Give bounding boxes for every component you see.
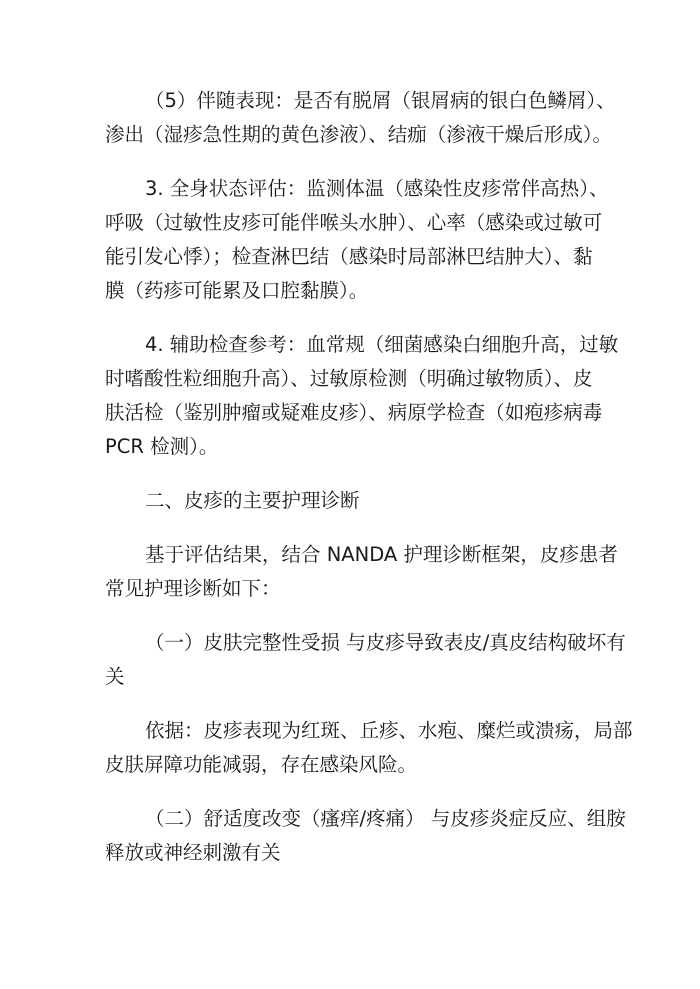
paragraph-line: 释放或神经刺激有关 <box>105 841 281 864</box>
paragraph-line: 渗出（湿疹急性期的黄色渗液）、结痂（渗液干燥后形成）。 <box>105 123 613 146</box>
diagnosis-item-comfort <box>105 802 626 870</box>
paragraph-line: 4. 辅助检查参考：血常规（细菌感染白细胞升高，过敏 <box>145 333 619 356</box>
diagnosis-item-skin-integrity <box>105 626 626 694</box>
paragraph-systemic-assessment <box>105 172 608 308</box>
paragraph-line: 关 <box>105 665 125 688</box>
paragraph-auxiliary-exams <box>105 328 619 464</box>
section-heading: 二、皮疹的主要护理诊断 <box>145 489 360 512</box>
paragraph-accompanying-signs <box>105 84 616 152</box>
paragraph-line: PCR 检测）。 <box>105 435 219 458</box>
paragraph-nanda-intro <box>105 538 618 606</box>
paragraph-line: 肤活检（鉴别肿瘤或疑难皮疹）、病原学检查（如疱疹病毒 <box>105 401 603 424</box>
paragraph-line: 能引发心悸）；检查淋巴结（感染时局部淋巴结肿大）、黏 <box>105 245 593 268</box>
paragraph-line: （二）舒适度改变（瘙痒/疼痛） 与皮疹炎症反应、组胺 <box>145 807 626 830</box>
paragraph-line: 常见护理诊断如下： <box>105 577 281 600</box>
paragraph-line: （一）皮肤完整性受损 与皮疹导致表皮/真皮结构破坏有 <box>145 631 626 654</box>
paragraph-line: 时嗜酸性粒细胞升高）、过敏原检测（明确过敏物质）、皮 <box>105 367 593 390</box>
paragraph-line: 基于评估结果，结合 NANDA 护理诊断框架，皮疹患者 <box>145 543 618 566</box>
paragraph-line: 膜（药疹可能累及口腔黏膜）。 <box>105 279 369 302</box>
paragraph-line: 3. 全身状态评估：监测体温（感染性皮疹常伴高热）、 <box>145 177 609 200</box>
paragraph-line: 皮肤屏障功能减弱，存在感染风险。 <box>105 753 418 776</box>
paragraph-basis <box>105 714 633 782</box>
paragraph-line: （5）伴随表现：是否有脱屑（银屑病的银白色鳞屑）、 <box>145 89 616 112</box>
section-heading-nursing-diagnosis <box>105 484 608 518</box>
paragraph-line: 依据：皮疹表现为红斑、丘疹、水疱、糜烂或溃疡，局部 <box>145 719 633 742</box>
paragraph-line: 呼吸（过敏性皮疹可能伴喉头水肿）、心率（感染或过敏可 <box>105 211 603 234</box>
